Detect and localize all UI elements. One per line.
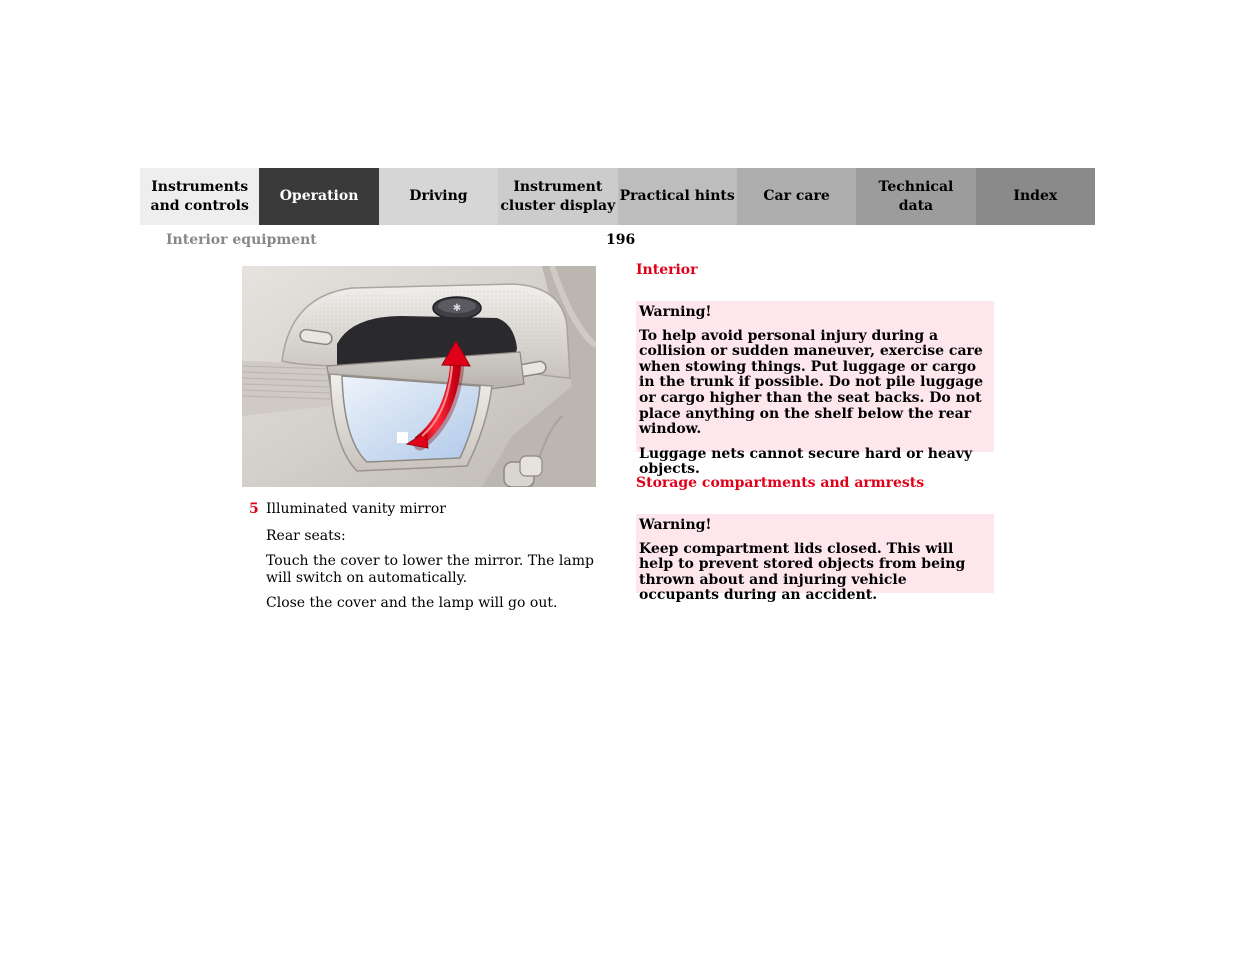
tab-practical-hints[interactable]: Practical hints bbox=[618, 168, 737, 225]
tab-car-care[interactable]: Car care bbox=[737, 168, 856, 225]
warning-text: Luggage nets cannot secure hard or heavy objects. bbox=[639, 445, 973, 478]
vanity-mirror-illustration bbox=[242, 266, 596, 487]
heading-interior: Interior bbox=[636, 262, 698, 278]
tab-instrument-cluster-display[interactable]: Instrument cluster display bbox=[498, 168, 617, 225]
page-number: 196 bbox=[606, 232, 636, 248]
svg-text:✱: ✱ bbox=[452, 303, 462, 314]
warning-text: Keep compartment lids closed. This will help to prevent stored objects from being thrown about and injuring vehicle occupants during an accident. bbox=[639, 540, 966, 604]
caption-number: 5 bbox=[249, 501, 259, 517]
heading-storage: Storage compartments and armrests bbox=[636, 475, 925, 491]
instructions bbox=[266, 528, 606, 620]
figure-caption bbox=[249, 501, 599, 518]
warning-title: Warning! bbox=[639, 304, 712, 320]
caption-text: Illuminated vanity mirror bbox=[266, 501, 446, 517]
tab-driving[interactable]: Driving bbox=[379, 168, 498, 225]
instruction-close-cover: Close the cover and the lamp will go out. bbox=[266, 595, 558, 611]
chapter-tabs bbox=[140, 168, 1095, 225]
warning-title: Warning! bbox=[639, 517, 712, 533]
warning-box-luggage bbox=[636, 301, 994, 478]
rear-seats-label: Rear seats: bbox=[266, 528, 346, 544]
warning-box-compartments bbox=[636, 514, 994, 604]
tab-index[interactable]: Index bbox=[976, 168, 1095, 225]
tab-technical-data[interactable]: Technical data bbox=[856, 168, 975, 225]
tab-instruments-and-controls[interactable]: Instruments and controls bbox=[140, 168, 259, 225]
warning-text: To help avoid personal injury during a collision or sudden maneuver, exercise care when stowing things. Put luggage or cargo in the trunk if possible. Do not pile luggage or cargo higher than the seat backs. Do not place anything on the shelf below the rear window. bbox=[639, 327, 984, 438]
section-title: Interior equipment bbox=[166, 232, 317, 248]
tab-operation[interactable]: Operation bbox=[259, 168, 378, 225]
instruction-lower-mirror: Touch the cover to lower the mirror. The lamp will switch on automatically. bbox=[266, 553, 594, 586]
